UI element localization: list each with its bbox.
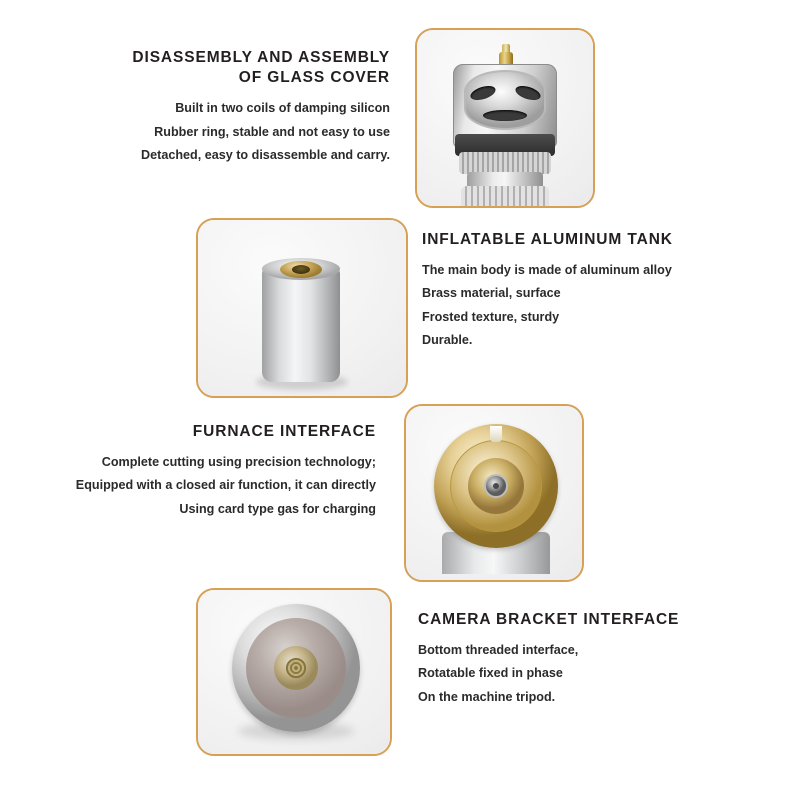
section-glass-cover <box>0 28 800 208</box>
heading-line-2: OF GLASS COVER <box>238 69 390 87</box>
section-furnace-interface-heading: FURNACE INTERFACE <box>192 423 376 440</box>
section-furnace-interface-image <box>404 404 584 582</box>
tank-cylinder-shape <box>262 266 340 382</box>
section-aluminum-tank-line-2: Brass material, surface <box>422 286 561 301</box>
coil-slot-bottom-icon <box>483 110 527 121</box>
section-camera-bracket-heading: CAMERA BRACKET INTERFACE <box>418 611 680 628</box>
valve-hole-icon <box>292 265 310 274</box>
section-furnace-interface-line-3: Using card type gas for charging <box>179 501 376 516</box>
section-glass-cover-line-3: Detached, easy to disassemble and carry. <box>141 147 390 162</box>
section-camera-bracket-image <box>196 588 392 756</box>
section-glass-cover-line-1: Built in two coils of damping silicon <box>175 101 390 116</box>
section-aluminum-tank-heading: INFLATABLE ALUMINUM TANK <box>422 231 673 248</box>
section-aluminum-tank-line-4: Durable. <box>422 333 473 348</box>
section-camera-bracket-interface <box>0 588 800 766</box>
section-furnace-interface-line-1: Complete cutting using precision technology; <box>101 455 376 470</box>
section-furnace-interface-text <box>58 404 376 582</box>
section-glass-cover-line-2: Rubber ring, stable and not easy to use <box>154 124 390 139</box>
cover-base-threads-shape <box>461 186 549 208</box>
air-notch-icon <box>490 426 502 442</box>
section-glass-cover-text <box>90 28 390 208</box>
knurled-ring-shape <box>459 152 551 174</box>
tripod-thread-icon <box>286 658 306 678</box>
heading-line-1: DISASSEMBLY AND ASSEMBLY <box>132 49 390 66</box>
section-camera-bracket-line-1: Bottom threaded interface, <box>418 643 579 658</box>
section-camera-bracket-line-2: Rotatable fixed in phase <box>418 666 563 681</box>
valve-pin-icon <box>493 483 499 489</box>
section-aluminum-tank-line-1: The main body is made of aluminum alloy <box>422 263 672 278</box>
section-glass-cover-heading <box>90 48 390 88</box>
section-furnace-interface <box>0 404 800 582</box>
section-glass-cover-image <box>415 28 595 208</box>
section-aluminum-tank-image <box>196 218 408 398</box>
section-camera-bracket-text <box>418 588 718 766</box>
section-furnace-interface-line-2: Equipped with a closed air function, it can directly <box>75 478 376 493</box>
section-aluminum-tank-line-3: Frosted texture, sturdy <box>422 309 560 324</box>
section-aluminum-tank <box>0 218 800 398</box>
section-camera-bracket-line-3: On the machine tripod. <box>418 689 556 704</box>
section-aluminum-tank-text <box>422 218 722 398</box>
